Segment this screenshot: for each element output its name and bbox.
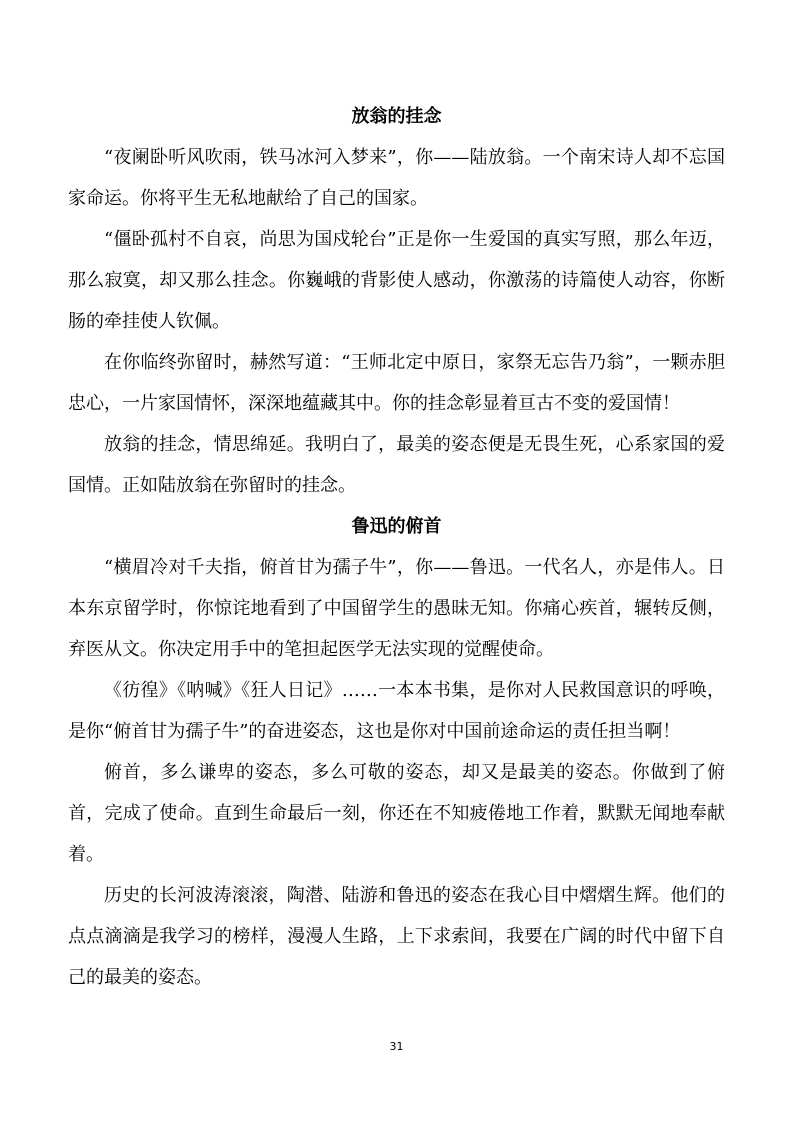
section-lu-fangweng (68, 96, 725, 506)
paragraph: 俯首，多么谦卑的姿态，多么可敬的姿态，却又是最美的姿态。你做到了俯首，完成了使命。直到生命最后一刻，你还在不知疲倦地工作着，默默无闻地奉献着。 (68, 762, 725, 865)
paragraph: “僵卧孤村不自哀，尚思为国戍轮台”正是你一生爱国的真实写照，那么年迈，那么寂寞，却又那么挂念。你巍峨的背影使人感动，你激荡的诗篇使人动容，你断肠的牵挂使人钦佩。 (68, 229, 725, 332)
section-heading: 鲁迅的俯首 (351, 516, 442, 537)
section-lu-xun (68, 506, 725, 998)
paragraph: “夜阑卧听风吹雨，铁马冰河入梦来”，你——陆放翁。一个南宋诗人却不忘国家命运。你将平生无私地献给了自己的国家。 (68, 147, 725, 209)
paragraph: 《彷徨》《呐喊》《狂人日记》……一本本书集，是你对人民救国意识的呼唤，是你“俯首甘为孺子牛”的奋进姿态，这也是你对中国前途命运的责任担当啊！ (68, 680, 725, 742)
section-heading: 放翁的挂念 (351, 106, 442, 127)
page-number: 31 (389, 1040, 404, 1053)
paragraph: 历史的长河波涛滚滚，陶潜、陆游和鲁迅的姿态在我心目中熠熠生辉。他们的点点滴滴是我学习的榜样，漫漫人生路，上下求索间，我要在广阔的时代中留下自己的最美的姿态。 (68, 885, 725, 988)
paragraph: 在你临终弥留时，赫然写道：“王师北定中原日，家祭无忘告乃翁”，一颗赤胆忠心，一片家国情怀，深深地蕴藏其中。你的挂念彰显着亘古不变的爱国情！ (68, 352, 725, 414)
document-body (68, 96, 725, 998)
paragraph: “横眉冷对千夫指，俯首甘为孺子牛”，你——鲁迅。一代名人，亦是伟人。日本东京留学时，你惊诧地看到了中国留学生的愚昧无知。你痛心疾首，辗转反侧，弃医从文。你决定用手中的笔担起医学无法实现的觉醒使命。 (68, 557, 725, 660)
paragraph: 放翁的挂念，情思绵延。我明白了，最美的姿态便是无畏生死，心系家国的爱国情。正如陆放翁在弥留时的挂念。 (68, 434, 725, 496)
